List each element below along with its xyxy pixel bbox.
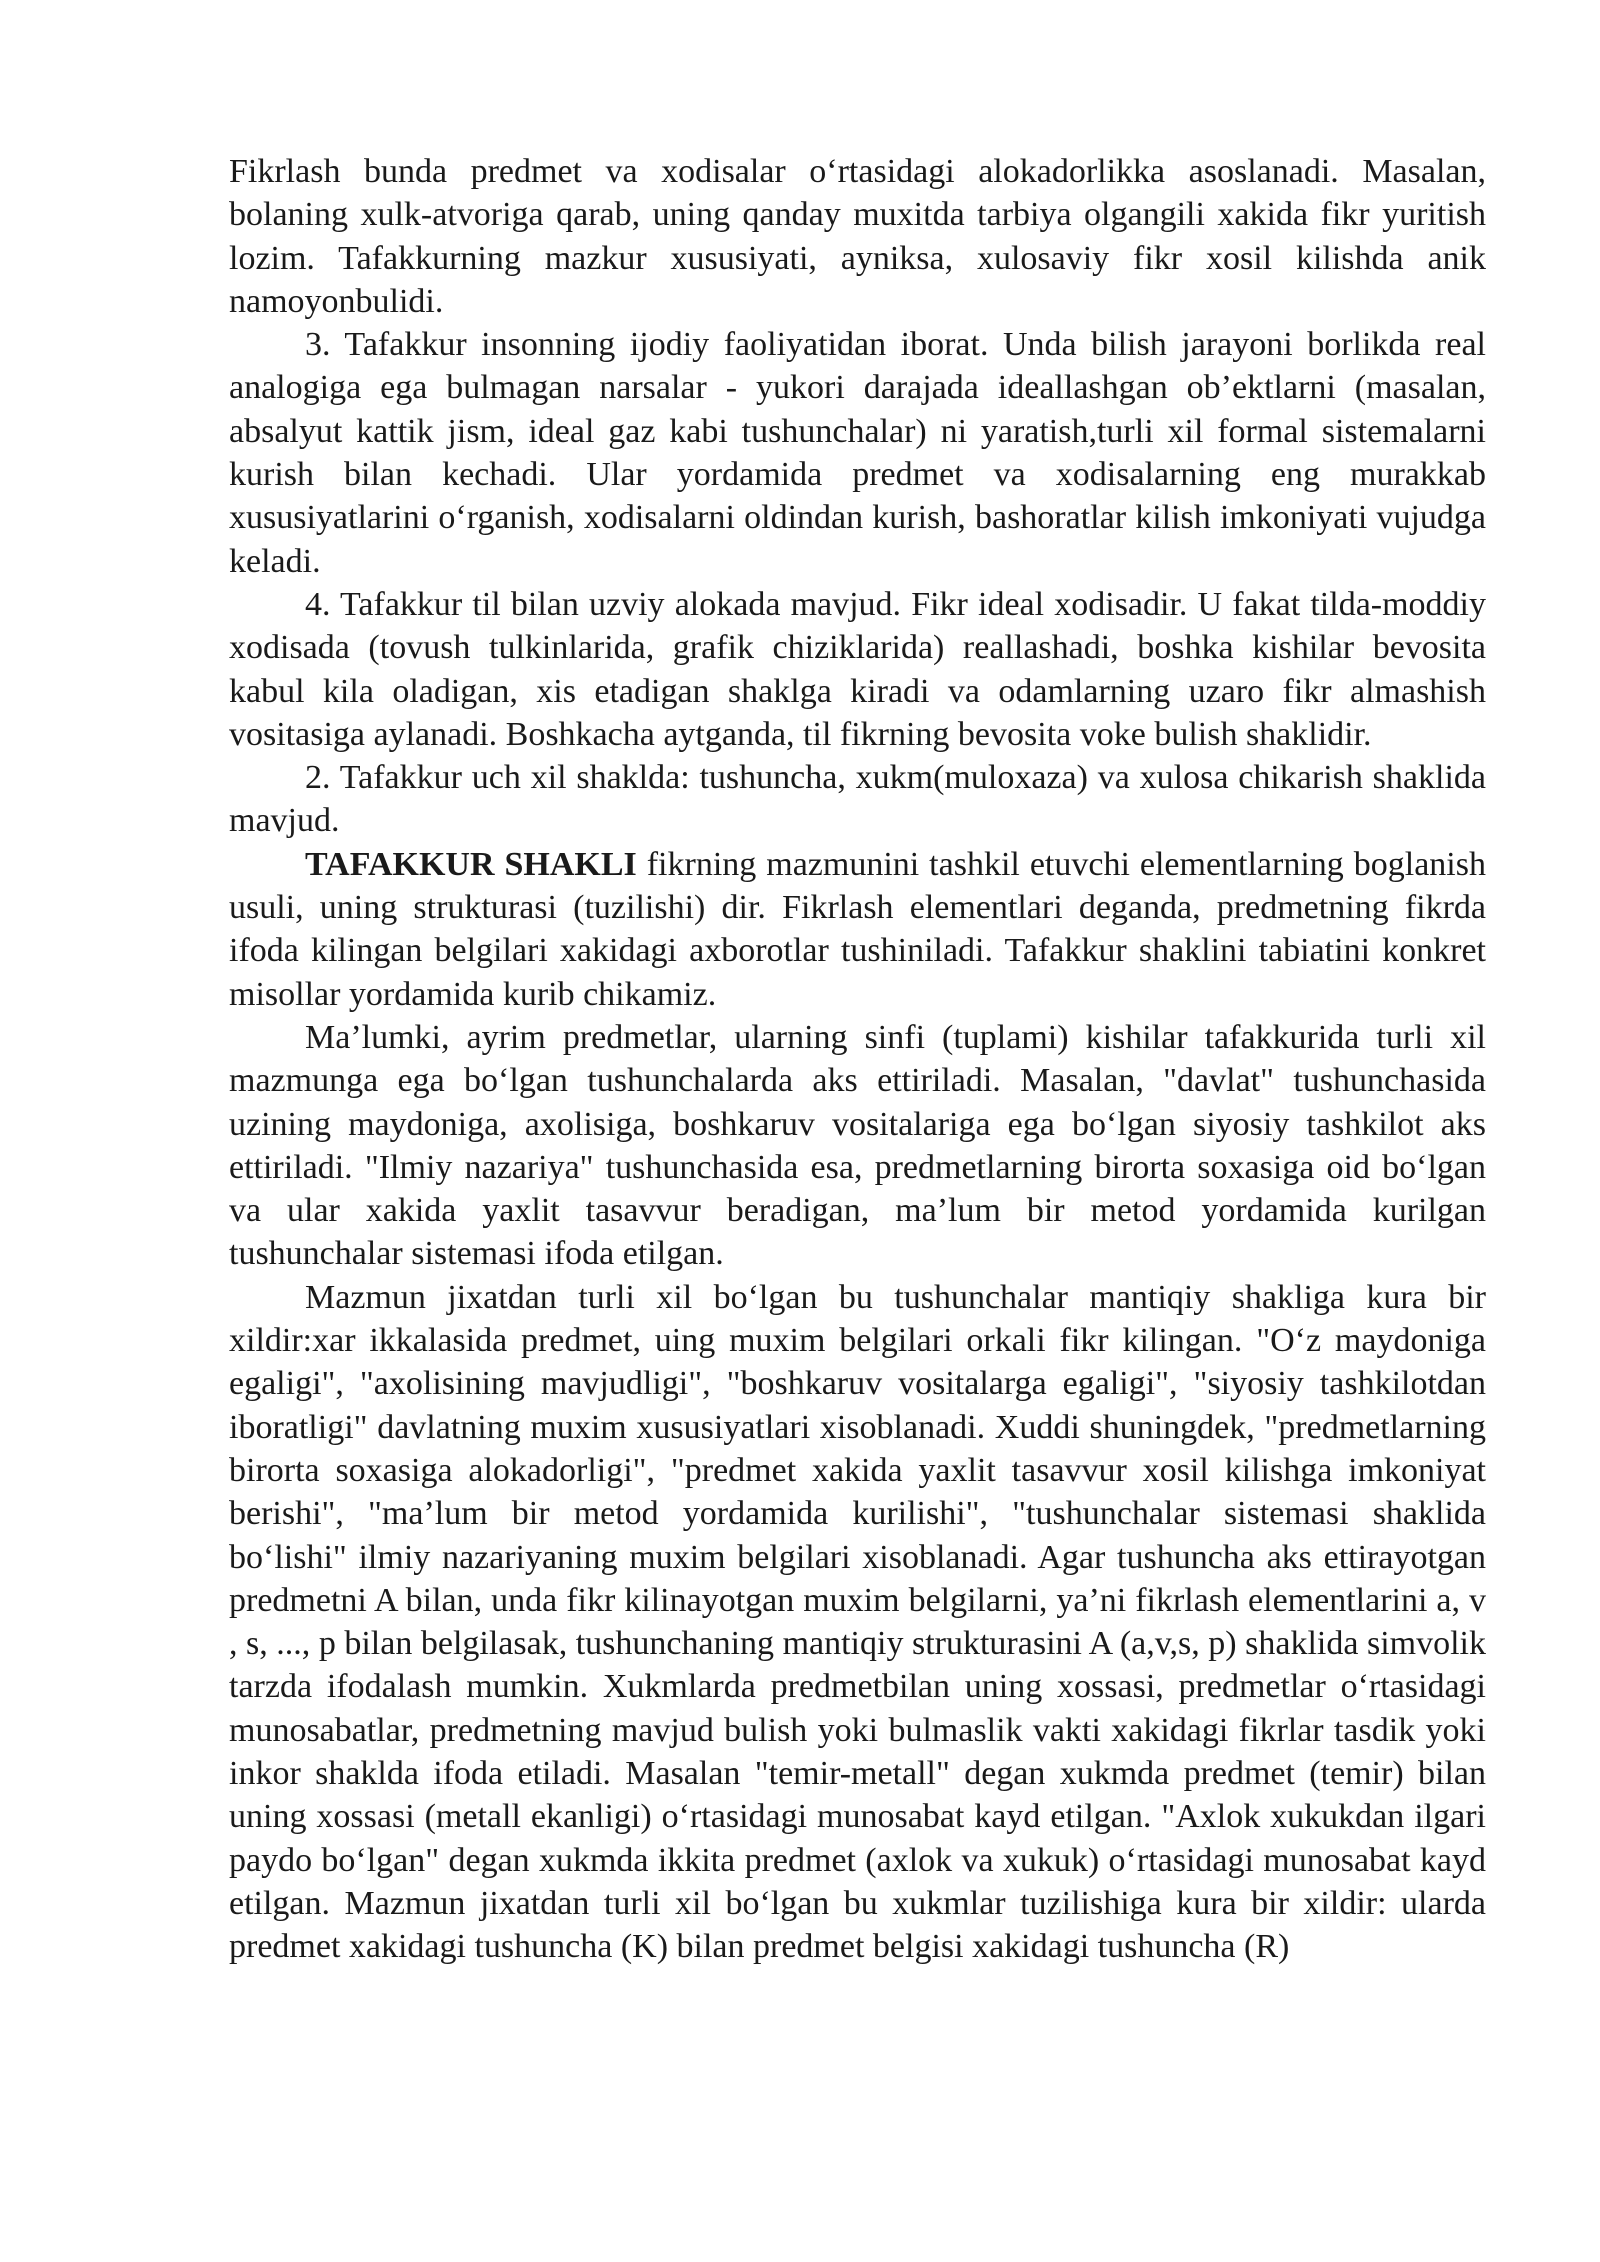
document-page [229, 150, 1486, 1968]
paragraph-mazmun: Mazmun jixatdan turli xil bo‘lgan bu tushunchalar mantiqiy shakliga kura bir xildir:xar ikkalasida predmet, uing muxim belgilari orkali fikr kilingan. "O‘z maydoniga egaligi", "axolisining mavjudligi", "boshkaruv vositalarga egaligi", "siyosiy tashkilotdan iboratligi" davlatning muxim xususiyatlari xisoblanadi. Xuddi shuningdek, "predmetlarning birorta soxasiga alokadorligi", "predmet xakida yaxlit tasavvur xosil kilishga imkoniyat berishi", "ma’lum bir metod yordamida kurilishi", "tushunchalar sistemasi shaklida bo‘lishi" ilmiy nazariyaning muxim belgilari xisoblanadi. Agar tushuncha aks ettirayotgan predmetni A bilan, unda fikr kilinayotgan muxim belgilarni, ya’ni fikrlash elementlarini a, v , s, ..., p bilan belgilasak, tushunchaning mantiqiy strukturasini A (a,v,s, p) shaklida simvolik tarzda ifodalash mumkin. Xukmlarda predmetbilan uning xossasi, predmetlar o‘rtasidagi munosabatlar, predmetning mavjud bulish yoki bulmaslik vakti xakidagi fikrlar tasdik yoki inkor shaklda ifoda etiladi. Masalan "temir-metall" degan xukmda predmet (temir) bilan uning xossasi (metall ekanligi) o‘rtasidagi munosabat kayd etilgan. "Axlok xukukdan ilgari paydo bo‘lgan" degan xukmda ikkita predmet (axlok va xukuk) o‘rtasidagi munosabat kayd etilgan. Mazmun jixatdan turli xil bo‘lgan bu xukmlar tuzilishiga kura bir xildir: ularda predmet xakidagi tushuncha (K) bilan predmet belgisi xakidagi tushuncha (R) [229, 1278, 1486, 1966]
paragraph-malumki: Ma’lumki, ayrim predmetlar, ularning sinfi (tuplami) kishilar tafakkurida turli xil mazmunga ega bo‘lgan tushunchalarda aks ettiriladi. Masalan, "davlat" tushunchasida uzining maydoniga, axolisiga, boshkaruv vositalariga ega bo‘lgan siyosiy tashkilot aks ettiriladi. "Ilmiy nazariya" tushunchasida esa, predmetlarning birorta soxasiga oid bo‘lgan va ular xakida yaxlit tasavvur beradigan, ma’lum bir metod yordamida kurilgan tushunchalar sistemasi ifoda etilgan. [229, 1018, 1486, 1273]
bold-term: TAFAKKUR SHAKLI [305, 845, 637, 883]
paragraph-point-3: 3. Tafakkur insonning ijodiy faoliyatidan iborat. Unda bilish jarayoni borlikda real analogiga ega bulmagan narsalar - yukori darajada ideallashgan ob’ektlarni (masalan, absalyut kattik jism, ideal gaz kabi tushunchalar) ni yaratish,turli xil formal sistemalarni kurish bilan kechadi. Ular yordamida predmet va xodisalarning eng murakkab xususiyatlarini o‘rganish, xodisalarni oldindan kurish, bashoratlar kilish imkoniyati vujudga keladi. [229, 326, 1486, 580]
paragraph-tafakkur-shakli-text: fikrning mazmunini tashkil etuvchi elementlarning boglanish usuli, uning strukturasi (tuzilishi) dir. Fikrlash elementlari deganda, predmetning fikrda ifoda kilingan belgilari xakidagi axborotlar tushiniladi. Tafakkur shaklini tabiatini konkret misollar yordamida kurib chikamiz. [229, 845, 1486, 1013]
paragraph-intro: Fikrlash bunda predmet va xodisalar o‘rtasidagi alokadorlikka asoslanadi. Masalan, bolaning xulk-atvoriga qarab, uning qanday muxitda tarbiya olgangili xakida fikr yuritish lozim. Tafakkurning mazkur xususiyati, ayniksa, xulosaviy fikr xosil kilishda anik namoyonbulidi. [229, 153, 1486, 320]
paragraph-point-4: 4. Tafakkur til bilan uzviy alokada mavjud. Fikr ideal xodisadir. U fakat tilda-moddiy xodisada (tovush tulkinlarida, grafik chiziklarida) reallashadi, boshka kishilar bevosita kabul kila oladigan, xis etadigan shaklga kiradi va odamlarning uzaro fikr almashish vositasiga aylanadi. Boshkacha aytganda, til fikrning bevosita voke bulish shaklidir. [229, 585, 1486, 753]
paragraph-point-2: 2. Tafakkur uch xil shaklda: tushuncha, xukm(muloxaza) va xulosa chikarish shaklida mavjud. [229, 759, 1486, 840]
paragraph-tafakkur-shakli [229, 843, 1486, 1016]
